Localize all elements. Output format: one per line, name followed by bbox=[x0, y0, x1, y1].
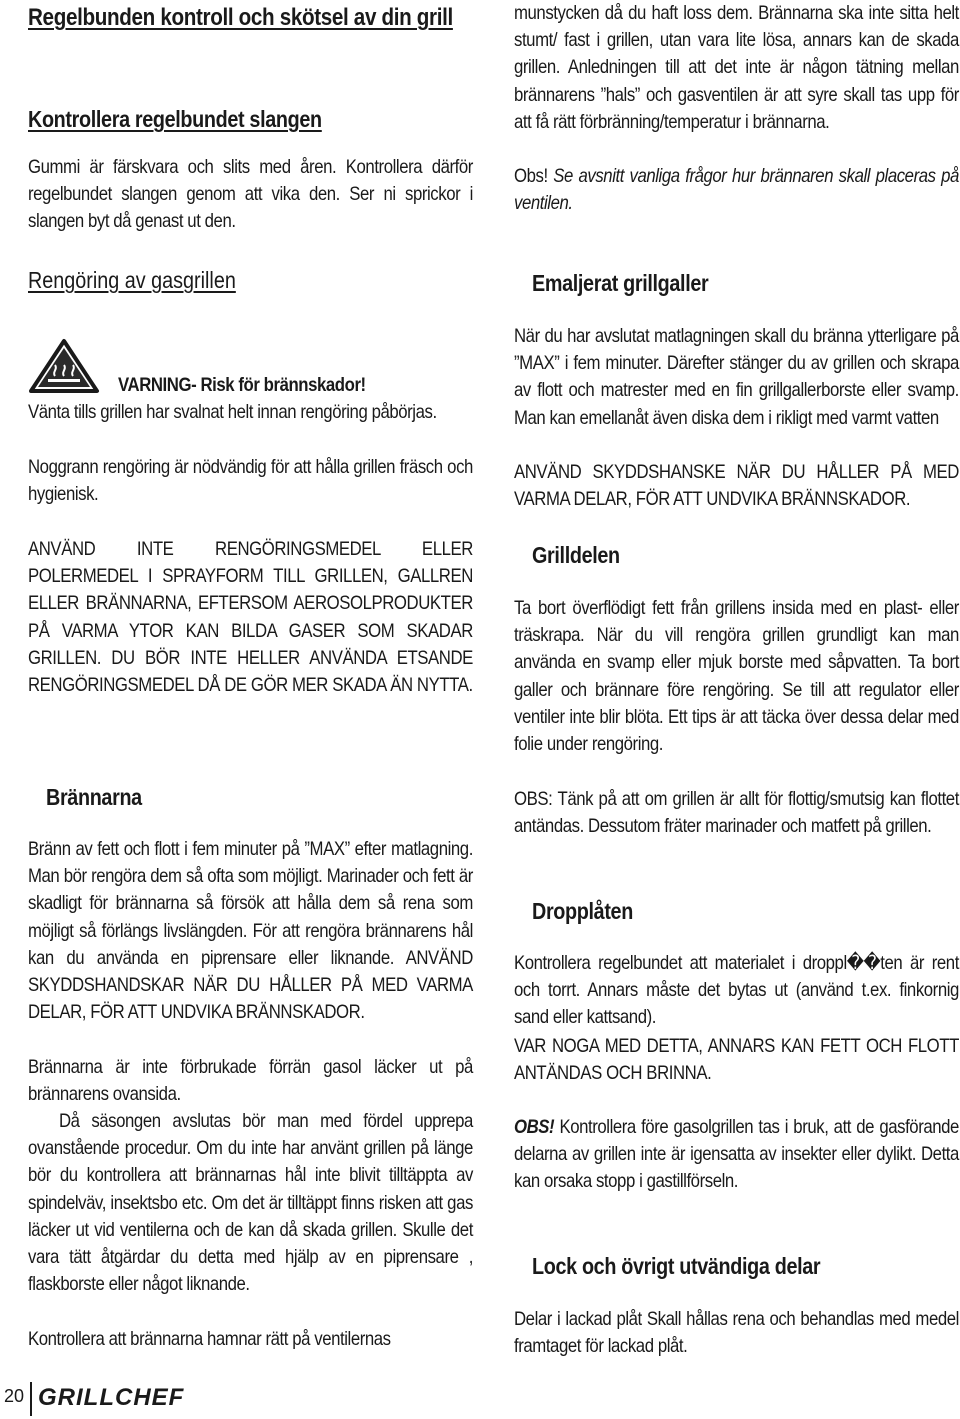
obs2-text: Kontrollera före gasolgrillen tas i bruk, att de gasförande delarna av grillen inte är igensatta av insekter eller dylikt. Detta kan orsaka stopp i gastillförseln. bbox=[514, 1116, 959, 1193]
page-title: Regelbunden kontroll och skötsel av din grill bbox=[28, 4, 453, 31]
page-number: 20 bbox=[3, 1386, 25, 1406]
obs-label: Obs! bbox=[514, 165, 548, 187]
warning-title: VARNING- Risk för brännskador! bbox=[118, 374, 366, 396]
obs-text: Se avsnitt vanliga frågor hur brännaren skall placeras på ventilen. bbox=[514, 165, 959, 215]
paragraph-burners-2: Brännarna är inte förbrukade förrän gasol läcker ut på brännarens ovansida. bbox=[28, 1056, 473, 1106]
brand-logo: GRILLCHEF bbox=[38, 1384, 185, 1411]
heading-drip-tray: Dropplåten bbox=[532, 898, 633, 924]
paragraph-grill-part: Ta bort överflödigt fett från grillens insida med en plast- eller träskrapa. När du vill rengöra grillen grundligt kan man använda en svamp eller mjuk borste med såpvatten. Ta bort galler och brännare före rengöring. Se till att regulator eller ventiler inte blir blöta. Ett tips är att täcka över dessa delar med folie under rengöring. bbox=[514, 597, 959, 756]
paragraph-enamel-grate-caps: ANVÄND SKYDDSHANSKE NÄR DU HÅLLER PÅ MED VARMA DELAR, FÖR ATT UNDVIKA BRÄNNSKADOR. bbox=[514, 461, 959, 511]
paragraph-drip-tray-caps: VAR NOGA MED DETTA, ANNARS KAN FETT OCH FLOTT ANTÄNDAS OCH BRINNA. bbox=[514, 1035, 959, 1085]
obs-note bbox=[514, 163, 959, 217]
paragraph-grill-part-obs: OBS: Tänk på att om grillen är allt för flottig/smutsig kan flottet antändas. Dessutom fräter marinader och matfett på grillen. bbox=[514, 788, 959, 838]
heading-check-hose: Kontrollera regelbundet slangen bbox=[28, 106, 322, 132]
paragraph-check-hose: Gummi är färskvara och slits med åren. Kontrollera därför regelbundet slangen genom att vika den. Ser ni sprickor i slangen byt då genast ut den. bbox=[28, 156, 473, 233]
warning-text-2: Noggrann rengöring är nödvändig för att hålla grillen fräsch och hygienisk. bbox=[28, 456, 473, 506]
paragraph-burners-4: Kontrollera att brännarna hamnar rätt på ventilernas bbox=[28, 1328, 391, 1350]
paragraph-lid-exterior: Delar i lackad plåt Skall hållas rena och behandlas med medel framtaget för lackad plåt. bbox=[514, 1308, 959, 1358]
paragraph-burners-1: Bränn av fett och flott i fem minuter på ”MAX” efter matlagning. Man bör rengöra dem så ofta som möjligt. Marinader och fett är skadligt för brännarna så försök att hålla dem så rena som möjligt så förlängs livslängden. För att rengöra brännarens hål kan du använda en piprensare eller liknande. ANVÄND SKYDDSHANDSKAR NÄR DU HÅLLER PÅ MED VARMA DELAR, FÖR ATT UNDVIKA BRÄNNSKADOR. bbox=[28, 838, 473, 1024]
heading-lid-exterior: Lock och övrigt utvändiga delar bbox=[532, 1253, 821, 1279]
heading-cleaning: Rengöring av gasgrillen bbox=[28, 267, 236, 293]
heading-burners: Brännarna bbox=[46, 784, 142, 810]
paragraph-burners-3: Då säsongen avslutas bör man med fördel upprepa ovanstående procedur. Om du inte har använt grillen på länge bör du kontrollera att brännarnas hål inte blivit tilltäppta av spindelväv, insektsbo etc. Om det är tilltäppt finns risken att gas läcker ut vid ventilerna och de kan då skada grillen. Skulle det vara tätt åtgärdar du detta med hjälp av en piprensare , flaskborste eller något liknande. bbox=[28, 1110, 473, 1296]
obs2-note bbox=[514, 1114, 959, 1196]
warning-text-1: Vänta tills grillen har svalnat helt innan rengöring påbörjas. bbox=[28, 401, 437, 423]
heading-grill-part: Grilldelen bbox=[532, 542, 620, 568]
paragraph-enamel-grate: När du har avslutat matlagningen skall du bränna ytterligare på ”MAX” i fem minuter. Därefter stänger du av grillen och skrapa av flott och matrester med en fin grillgallerborste eller svamp. Man kan emellanåt även diska dem i rikligt med varmt vatten bbox=[514, 325, 959, 429]
obs2-label: OBS! bbox=[514, 1116, 555, 1138]
footer-divider bbox=[30, 1382, 32, 1416]
paragraph-burners-continued: munstycken då du haft loss dem. Brännarna ska inte sitta helt stumt/ fast i grillen, utan vara lite lösa, annars kan de skada grillen. Anledningen till att det inte är någon tätning mellan brännarens ”hals” och gasventilen är att syre skall tas upp för att få rätt förbränning/temperatur i brännarna. bbox=[514, 2, 959, 133]
heading-enamel-grate: Emaljerat grillgaller bbox=[532, 270, 709, 296]
caps-warning-text: ANVÄND INTE RENGÖRINGSMEDEL ELLER POLERMEDEL I SPRAYFORM TILL GRILLEN, GALLREN ELLER BRÄNNARNA, EFTERSOM AEROSOLPRODUKTER PÅ VARMA YTOR KAN BILDA GASER SOM SKADAR GRILLEN. DU BÖR INTE HELLER ANVÄNDA ETSANDE RENGÖRINGSMEDEL DÅ DE GÖR MER SKADA ÄN NYTTA. bbox=[28, 538, 473, 697]
paragraph-drip-tray: Kontrollera regelbundet att materialet i droppl��ten är rent och torrt. Annars måste det bytas ut (använd t.ex. finkornig sand eller kattsand). bbox=[514, 952, 959, 1029]
hot-surface-warning-icon bbox=[28, 338, 100, 394]
